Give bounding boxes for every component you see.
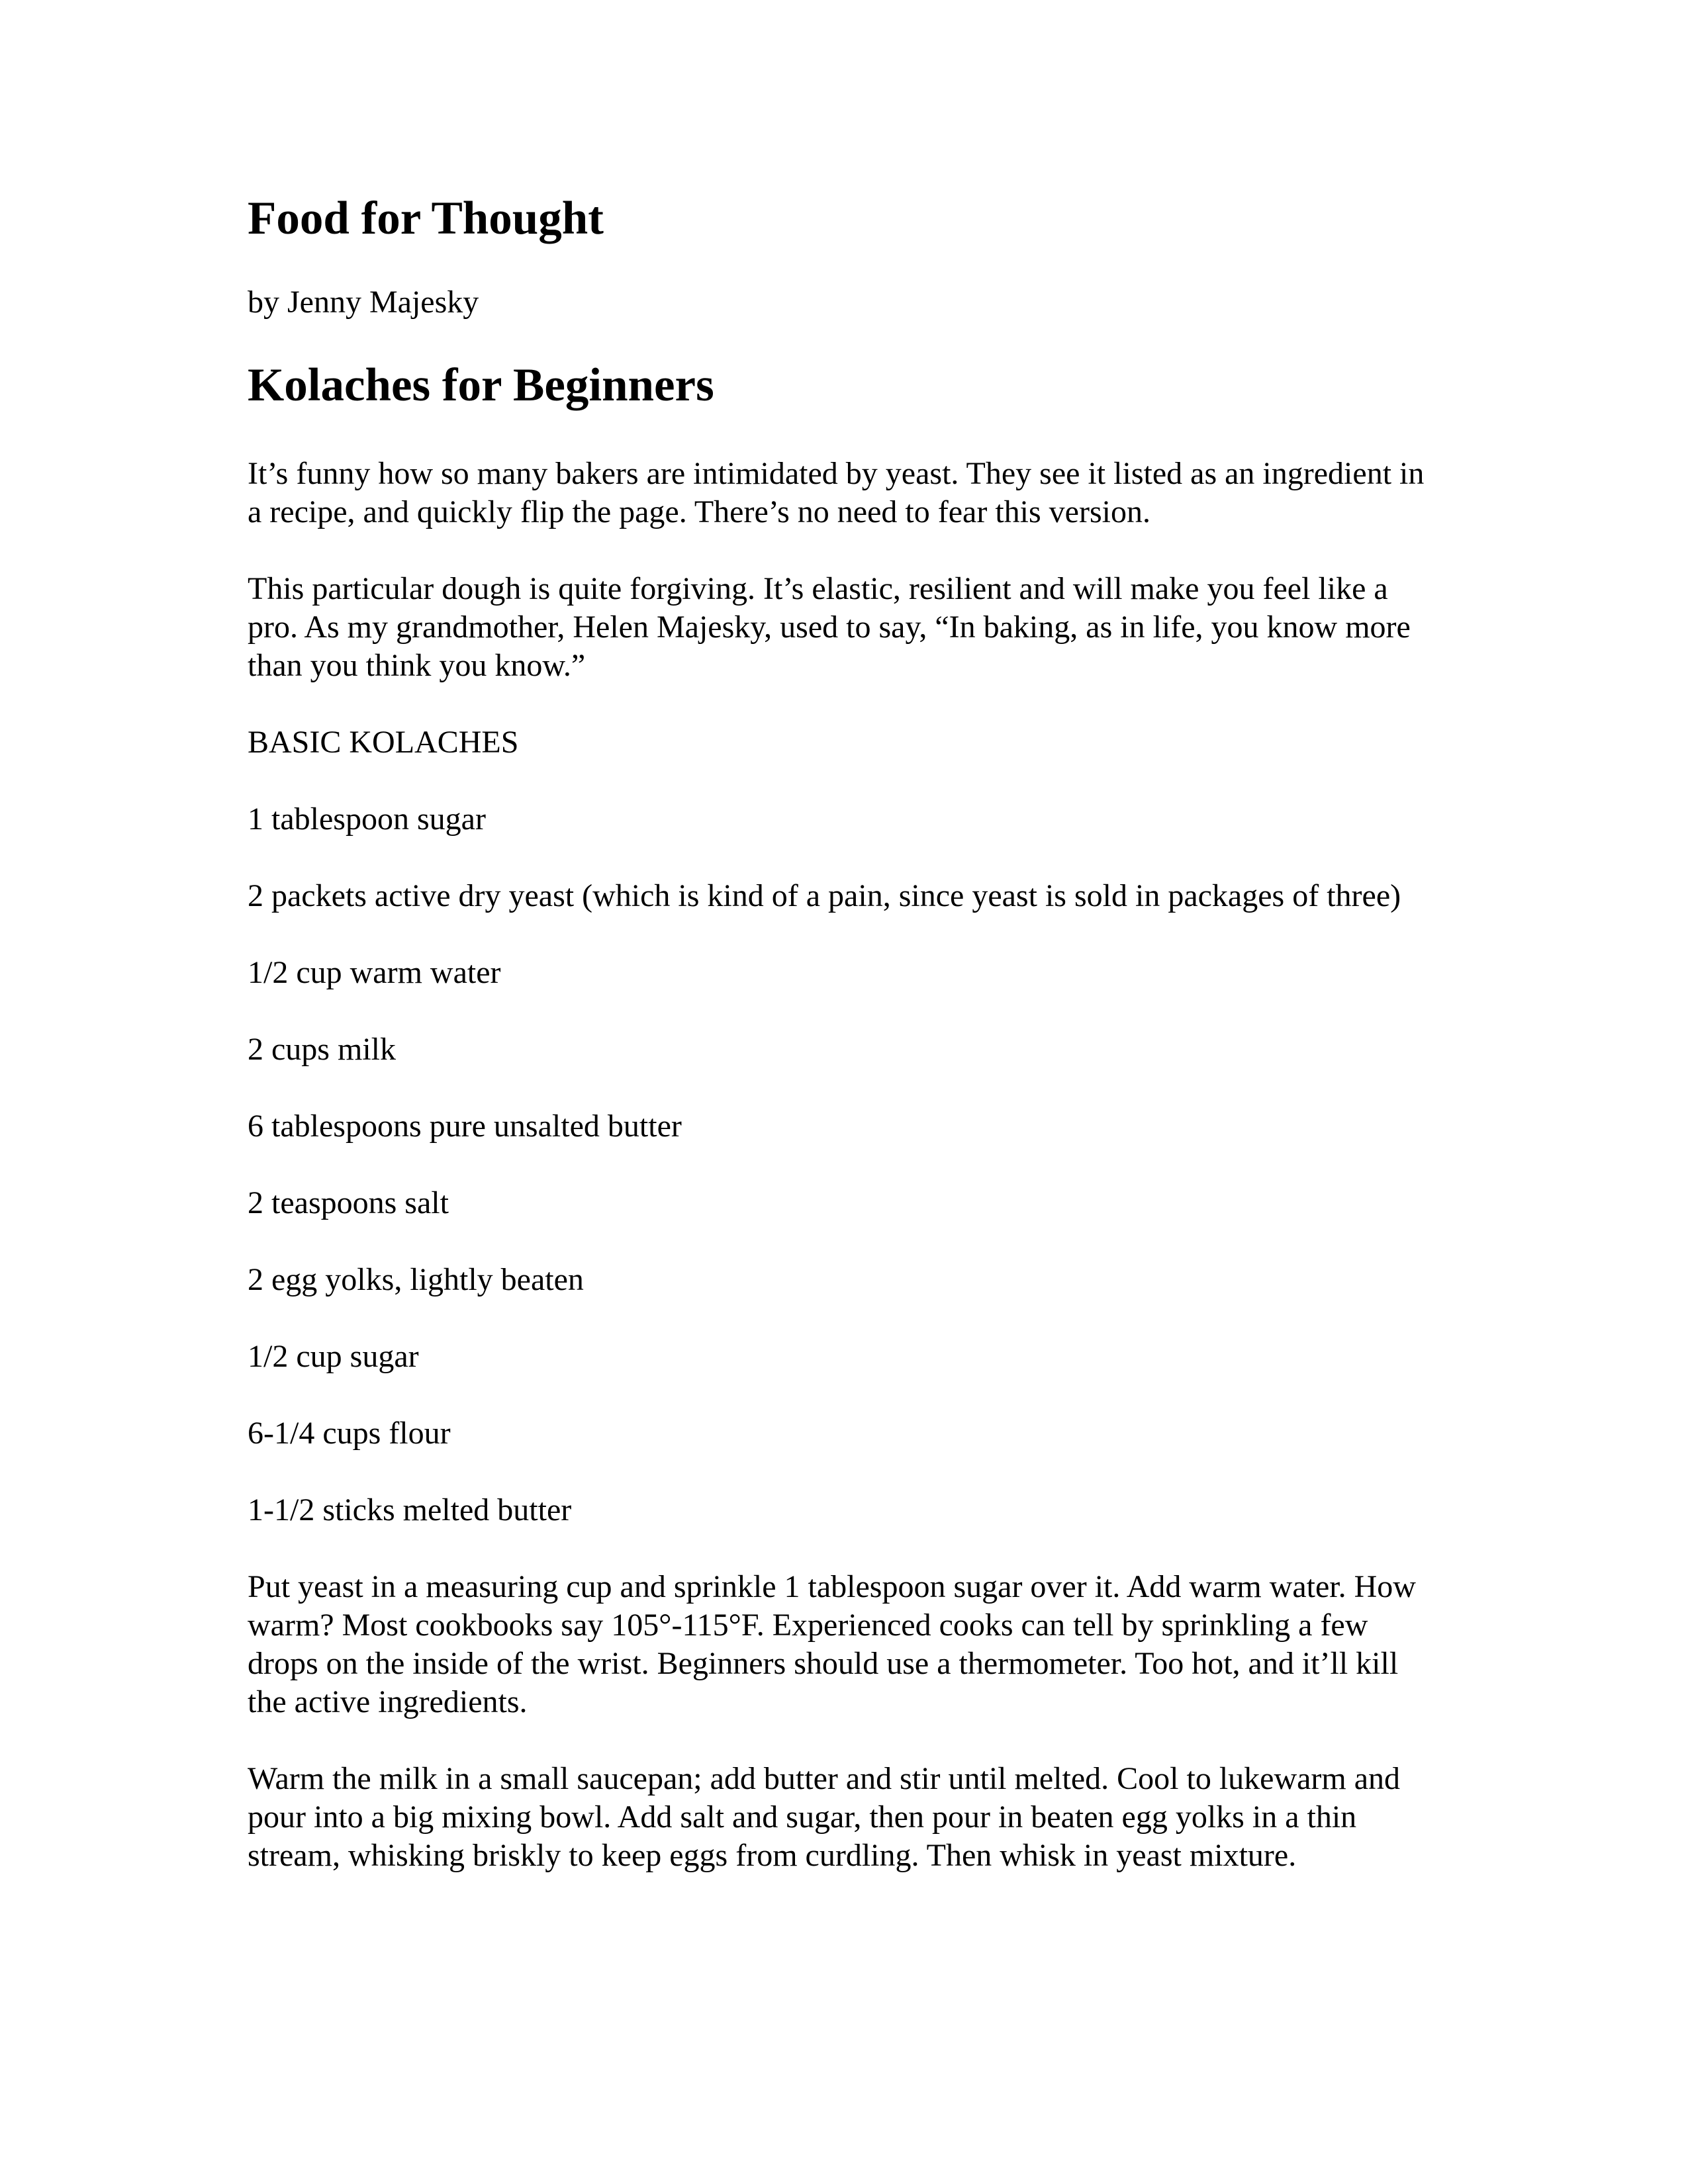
ingredient-item: 1/2 cup warm water (248, 955, 501, 991)
ingredient-item: 6 tablespoons pure unsalted butter (248, 1109, 682, 1144)
recipe-title: BASIC KOLACHES (248, 725, 519, 760)
ingredient-list (248, 800, 1439, 1529)
byline: by Jenny Majesky (248, 284, 479, 320)
instruction-paragraph: Warm the milk in a small saucepan; add butter and stir until melted. Cool to lukewarm and pour into a big mixing bowl. Add salt and sugar, then pour in beaten egg yolks in a thin stream, whisking briskly to keep eggs from curdling. Then whisk in yeast mixture. (248, 1761, 1401, 1874)
instruction-paragraph: Put yeast in a measuring cup and sprinkle 1 tablespoon sugar over it. Add warm water. How warm? Most cookbooks say 105°-115°F. Experienced cooks can tell by sprinkling a few drops on the inside of the wrist. Beginners should use a thermometer. Too hot, and it’ll kill the active ingredients. (248, 1569, 1416, 1720)
ingredient-item: 2 packets active dry yeast (which is kind of a pain, since yeast is sold in packages of three) (248, 878, 1401, 914)
column-title: Food for Thought (248, 193, 604, 244)
ingredient-item: 1/2 cup sugar (248, 1339, 419, 1375)
ingredient-item: 6-1/4 cups flour (248, 1416, 451, 1451)
ingredient-item: 1-1/2 sticks melted butter (248, 1492, 572, 1528)
ingredient-item: 2 egg yolks, lightly beaten (248, 1262, 584, 1298)
intro-paragraph: This particular dough is quite forgiving. It’s elastic, resilient and will make you feel like a pro. As my grandmother, Helen Majesky, used to say, “In baking, as in life, you know more than you think you know.” (248, 571, 1411, 684)
ingredient-item: 2 teaspoons salt (248, 1185, 449, 1221)
article-headline: Kolaches for Beginners (248, 359, 714, 411)
intro-paragraph: It’s funny how so many bakers are intimidated by yeast. They see it listed as an ingredient in a recipe, and quickly flip the page. There’s no need to fear this version. (248, 456, 1425, 530)
document-page (248, 192, 1439, 1875)
ingredient-item: 2 cups milk (248, 1032, 396, 1068)
ingredient-item: 1 tablespoon sugar (248, 801, 486, 837)
